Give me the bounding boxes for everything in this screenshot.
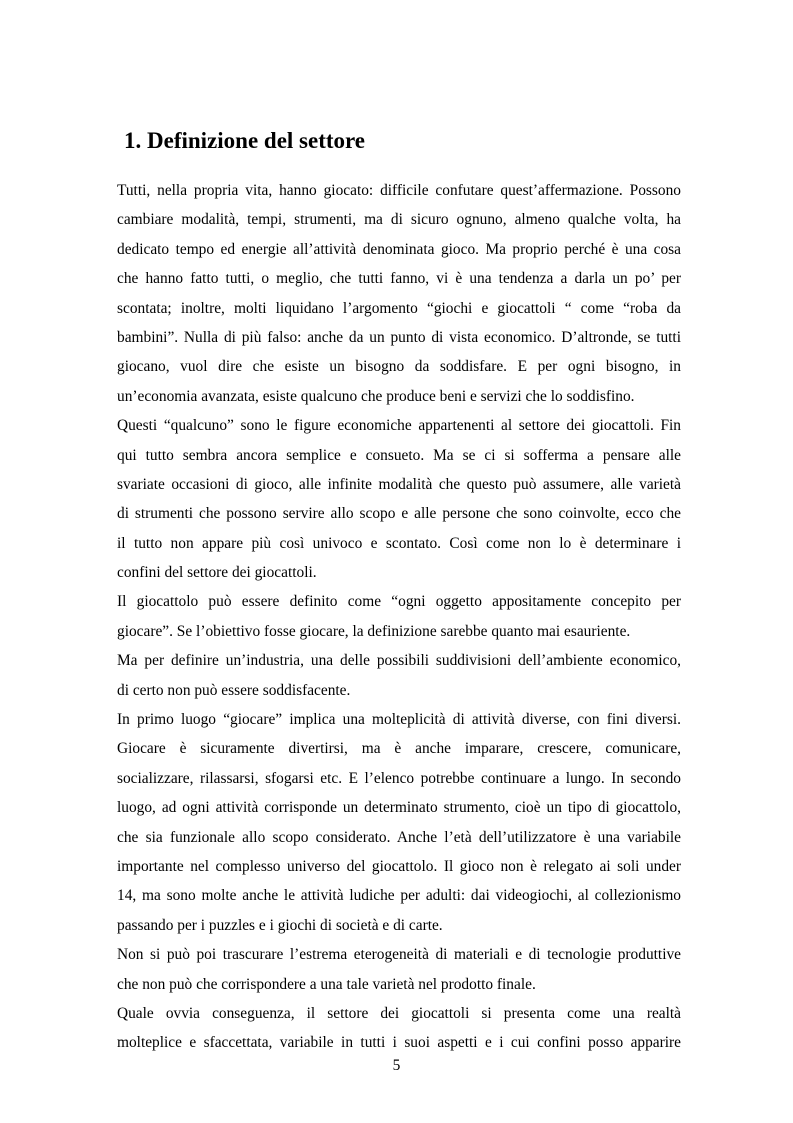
- text-line: che non può che corrispondere a una tale varietà nel prodotto finale.: [117, 975, 536, 993]
- text-line: Tutti, nella propria vita, hanno giocato: difficile confutare quest’affermazione. Possono: [117, 182, 681, 199]
- text-line: scontata; inoltre, molti liquidano l’argomento “giochi e giocattoli “ come “roba da: [117, 299, 681, 317]
- text-line: un’economia avanzata, esiste qualcuno che produce beni e servizi che lo soddisfino.: [117, 387, 635, 405]
- text-line: il tutto non appare più così univoco e scontato. Così come non lo è determinare i: [117, 534, 681, 552]
- text-line: importante nel complesso universo del giocattolo. Il gioco non è relegato ai soli under: [117, 857, 681, 875]
- text-line: svariate occasioni di gioco, alle infinite modalità che questo può assumere, alle varietà: [117, 475, 681, 493]
- text-line: socializzare, rilassarsi, sfogarsi etc. E l’elenco potrebbe continuare a lungo. In secondo: [117, 769, 681, 787]
- text-line: Quale ovvia conseguenza, il settore dei giocattoli si presenta come una realtà: [117, 1004, 681, 1022]
- text-line: luogo, ad ogni attività corrisponde un determinato strumento, cioè un tipo di giocattolo,: [117, 799, 681, 817]
- text-line: Questi “qualcuno” sono le figure economiche appartenenti al settore dei giocattoli. Fin: [117, 417, 681, 435]
- text-line: bambini”. Nulla di più falso: anche da un punto di vista economico. D’altronde, se tutti: [117, 328, 681, 346]
- text-line: cambiare modalità, tempi, strumenti, ma di sicuro ognuno, almeno qualche volta, ha: [117, 211, 681, 229]
- text-line: qui tutto sembra ancora semplice e consueto. Ma se ci si sofferma a pensare alle: [117, 446, 681, 464]
- text-line: giocare”. Se l’obiettivo fosse giocare, la definizione sarebbe quanto mai esauriente.: [117, 622, 631, 640]
- text-line: Il giocattolo può essere definito come “ogni oggetto appositamente concepito per: [117, 593, 681, 611]
- text-line: 14, ma sono molte anche le attività ludiche per adulti: dai videogiochi, al collezionismo: [117, 887, 681, 905]
- text-line: dedicato tempo ed energie all’attività denominata gioco. Ma proprio perché è una cosa: [117, 240, 681, 258]
- text-line: che sia funzionale allo scopo considerato. Anche l’età dell’utilizzatore è una variabile: [117, 828, 681, 846]
- text-line: Giocare è sicuramente divertirsi, ma è anche imparare, crescere, comunicare,: [117, 740, 681, 758]
- text-line: In primo luogo “giocare” implica una molteplicità di attività diverse, con fini diversi.: [117, 711, 681, 729]
- text-line: che hanno fatto tutti, o meglio, che tutti fanno, vi è una tendenza a darla un po’ per: [117, 270, 681, 288]
- page-number: 5: [392, 1057, 401, 1074]
- text-line: Non si può poi trascurare l’estrema eterogeneità di materiali e di tecnologie produttive: [117, 946, 681, 964]
- text-line: Ma per definire un’industria, una delle possibili suddivisioni dell’ambiente economico,: [117, 652, 681, 670]
- text-line: confini del settore dei giocattoli.: [117, 564, 317, 582]
- text-line: molteplice e sfaccettata, variabile in tutti i suoi aspetti e i cui confini posso apparire: [117, 1034, 681, 1052]
- text-line: giocano, vuol dire che esiste un bisogno da soddisfare. E per ogni bisogno, in: [117, 358, 681, 376]
- section-heading: 1. Definizione del settore: [124, 128, 366, 153]
- text-line: di strumenti che possono servire allo scopo e alle persone che sono coinvolte, ecco che: [117, 505, 681, 523]
- text-line: passando per i puzzles e i giochi di società e di carte.: [117, 916, 443, 934]
- body-text: [117, 176, 681, 1058]
- text-line: di certo non può essere soddisfacente.: [117, 681, 351, 699]
